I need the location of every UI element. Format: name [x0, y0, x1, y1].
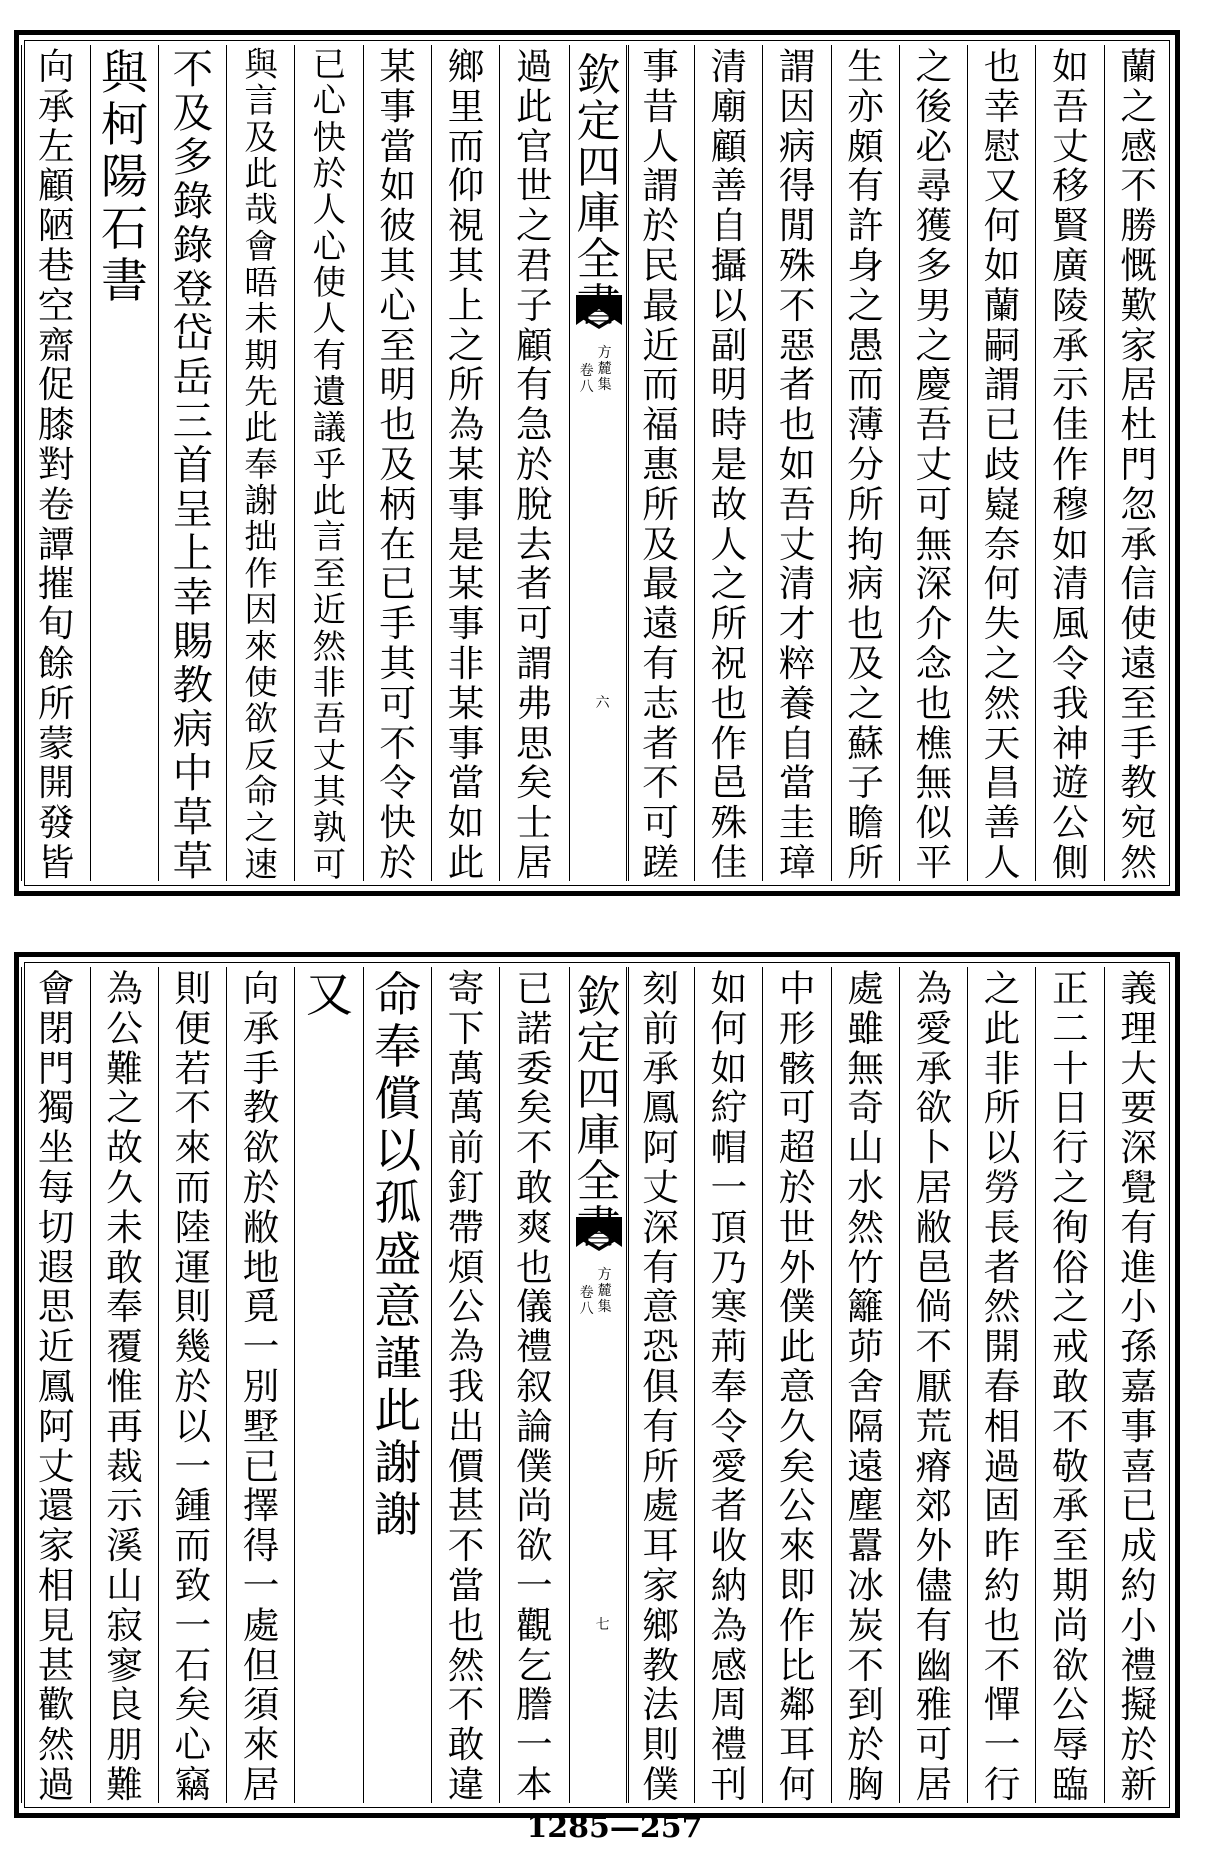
column-rule [21, 45, 22, 881]
text-column: 寄 下 萬 萬 前 釘 帶 煩 公 為 我 出 價 甚 不 當 也 然 不 敢 違 [447, 967, 485, 1806]
text-column: 中 形 骸 可 超 於 世 外 僕 此 意 久 矣 公 來 即 作 比 鄰 耳 何 [778, 967, 816, 1806]
text-column: 之 後 必 尋 獲 多 男 之 慶 吾 丈 可 無 深 介 念 也 樵 無 似 平 [915, 45, 953, 884]
center-book-title: 方 麓 集 [597, 1267, 612, 1315]
text-column: 也 幸 慰 又 何 如 蘭 嗣 謂 已 歧 嶷 奈 何 失 之 然 天 昌 善 人 [983, 45, 1021, 884]
text-column: 向 承 左 顧 陋 巷 空 齋 促 膝 對 卷 譚 摧 旬 餘 所 蒙 開 發 皆 [37, 45, 75, 884]
text-column: 向 承 手 教 欲 於 敝 地 覓 一 別 墅 已 擇 得 一 處 但 須 來 居 [242, 967, 280, 1806]
text-column: 蘭 之 感 不 勝 慨 歎 家 居 杜 門 忽 承 信 使 遠 至 手 教 宛 然 [1120, 45, 1157, 884]
center-book-title: 方 麓 集 [597, 345, 612, 393]
text-column: 為 公 難 之 故 久 未 敢 奉 覆 惟 再 裁 示 溪 山 寂 寥 良 朋 難 [106, 967, 143, 1806]
text-column: 義 理 大 要 深 覺 有 進 小 孫 嘉 事 喜 已 成 約 小 禮 擬 於 新 [1120, 967, 1157, 1806]
column-rule [21, 967, 22, 1803]
text-column: 正 二 十 日 行 之 徇 俗 之 戒 敢 不 敬 承 至 期 尚 欲 公 辱 臨 [1052, 967, 1089, 1806]
fish-tail-mark-icon [576, 295, 622, 331]
text-column: 與 言 及 此 哉 會 晤 未 期 先 此 奉 謝 拙 作 因 來 使 欲 反 命 之 速 [244, 45, 278, 884]
text-column: 會 閉 門 獨 坐 每 切 遐 思 近 鳳 阿 丈 還 家 相 見 甚 歡 然 過 [37, 967, 75, 1806]
center-title: 欽 定 四 庫 全 [576, 972, 621, 1207]
text-column: 事 昔 人 謂 於 民 最 近 而 福 惠 所 及 最 遠 有 志 者 不 可 蹉 [642, 45, 679, 884]
text-column: 清 廟 顧 善 自 攝 以 副 明 時 是 故 人 之 所 祝 也 作 邑 殊 佳 [710, 45, 748, 884]
text-column: 則 便 若 不 來 而 陸 運 則 幾 於 以 一 鍾 而 致 一 石 矣 心 竊 [174, 967, 212, 1806]
center-page-number: 六 [595, 695, 610, 711]
text-column: 已 諾 委 矣 不 敢 爽 也 儀 禮 叙 論 僕 尚 欲 一 觀 乞 謄 一 本 [515, 967, 553, 1806]
text-column: 刻 前 承 鳳 阿 丈 深 有 意 恐 俱 有 所 處 耳 家 鄉 教 法 則 僕 [642, 967, 679, 1806]
text-column: 處 雖 無 奇 山 水 然 竹 籬 茆 舍 隔 遠 塵 囂 冰 炭 不 到 於 胸 [847, 967, 884, 1806]
center-fold-strip [569, 967, 629, 1803]
center-volume: 卷 八 [579, 363, 594, 395]
text-column: 如 何 如 紵 帽 一 頂 乃 寒 荊 奉 令 愛 者 收 納 為 感 周 禮 刊 [710, 967, 748, 1806]
center-title: 欽 定 四 庫 全 [576, 50, 621, 285]
bottom-page [14, 952, 1180, 1818]
text-column: 如 吾 丈 移 賢 廣 陵 承 示 佳 作 穆 如 清 風 令 我 神 遊 公 側 [1052, 45, 1089, 884]
center-page-number: 七 [595, 1617, 610, 1633]
text-column: 命 奉 償 以 孤 盛 意 謹 此 謝 謝 [374, 968, 422, 1543]
text-column: 為 愛 承 欲 卜 居 敝 邑 倘 不 厭 荒 瘠 郊 外 儘 有 幽 雅 可 居 [915, 967, 953, 1806]
text-column: 鄉 里 而 仰 視 其 上 之 所 為 某 事 是 某 事 非 某 事 當 如 此 [447, 45, 485, 884]
text-column: 不 及 多 錄 錄 登 岱 岳 三 首 呈 上 幸 賜 教 病 中 草 草 [172, 45, 214, 885]
top-page [14, 30, 1180, 896]
center-volume: 卷 八 [579, 1285, 594, 1317]
text-column: 某 事 當 如 彼 其 心 至 明 也 及 柄 在 已 手 其 可 不 令 快 於 [379, 45, 416, 884]
fish-tail-mark-icon [576, 1217, 622, 1253]
text-column: 謂 因 病 得 閒 殊 不 惡 者 也 如 吾 丈 清 才 粹 養 自 當 圭 璋 [778, 45, 816, 884]
center-fold-strip [569, 45, 629, 881]
text-column: 又 [305, 968, 353, 1023]
text-column: 與 柯 陽 石 書 [101, 46, 148, 309]
page-number-footer: 1285—257 [526, 1810, 703, 1845]
text-column: 過 此 官 世 之 君 子 顧 有 急 於 脫 去 者 可 謂 弗 思 矣 士 居 [515, 45, 553, 884]
text-column: 生 亦 頗 有 許 身 之 愚 而 薄 分 所 拘 病 也 及 之 蘇 子 瞻 所 [847, 45, 884, 884]
text-column: 之 此 非 所 以 勞 長 者 然 開 春 相 過 固 昨 約 也 不 憚 一 行 [983, 967, 1021, 1806]
text-column: 已 心 快 於 人 心 使 人 有 遺 議 乎 此 言 至 近 然 非 吾 丈 其 孰 可 [312, 45, 347, 884]
